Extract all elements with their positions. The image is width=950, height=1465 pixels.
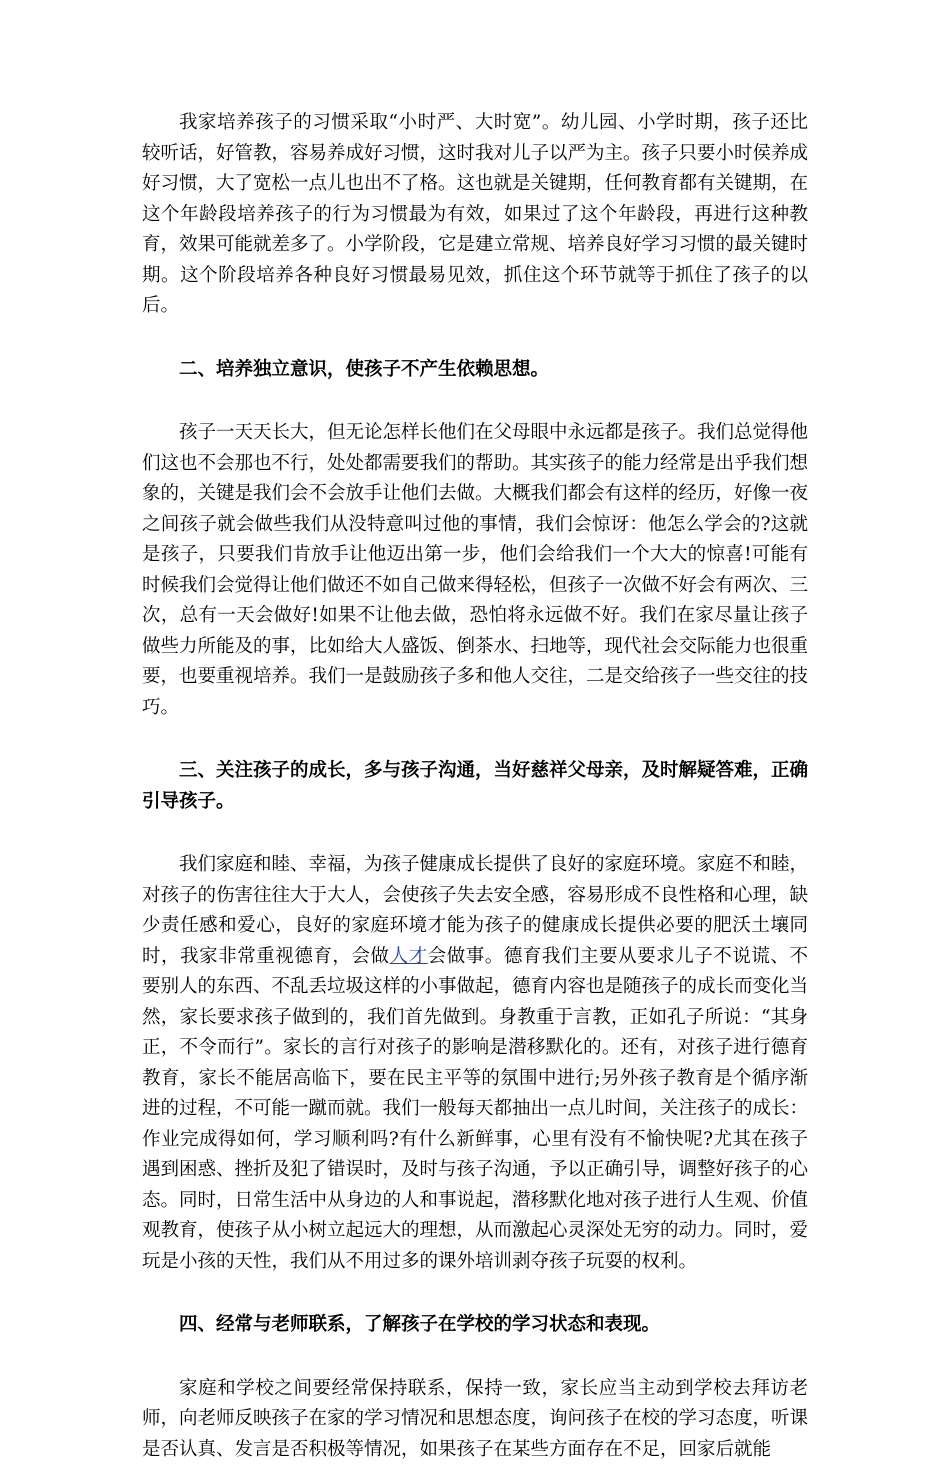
spacer	[142, 723, 808, 756]
spacer	[142, 1277, 808, 1310]
spacer	[142, 1341, 808, 1374]
paragraph-text-before-link: 我们家庭和睦、幸福，为孩子健康成长提供了良好的家庭环境。家庭不和睦，对孩子的伤害往往大于大人，会使孩子失去安全感，容易形成不良性格和心理，缺少责任感和爱心，良好的家庭环境才能为孩子的健康成长提供必要的肥沃土壤同时，我家非常重视德育，会做	[142, 854, 808, 967]
talent-link[interactable]: 人才	[390, 946, 428, 967]
section-heading-2: 二、培养独立意识，使孩子不产生依赖思想。	[142, 355, 808, 386]
section-heading-3: 三、关注孩子的成长，多与孩子沟通，当好慈祥父母亲，及时解疑答难，正确引导孩子。	[142, 756, 808, 817]
document-page	[142, 108, 808, 1465]
spacer	[142, 817, 808, 850]
spacer	[142, 385, 808, 418]
section-heading-4: 四、经常与老师联系，了解孩子在学校的学习状态和表现。	[142, 1310, 808, 1341]
paragraph-independence: 孩子一天天长大，但无论怎样长他们在父母眼中永远都是孩子。我们总觉得他们这也不会那也不行，处处都需要我们的帮助。其实孩子的能力经常是出乎我们想象的，关键是我们会不会放手让他们去做。大概我们都会有这样的经历，好像一夜之间孩子就会做些我们从没特意叫过他的事情，我们会惊讶：他怎么学会的?这就是孩子，只要我们肯放手让他迈出第一步，他们会给我们一个大大的惊喜!可能有时候我们会觉得让他们做还不如自己做来得轻松，但孩子一次做不好会有两次、三次，总有一天会做好!如果不让他去做，恐怕将永远做不好。我们在家尽量让孩子做些力所能及的事，比如给大人盛饭、倒茶水、扫地等，现代社会交际能力也很重要，也要重视培养。我们一是鼓励孩子多和他人交往，二是交给孩子一些交往的技巧。	[142, 418, 808, 723]
paragraph-text-after-link: 会做事。德育我们主要从要求儿子不说谎、不要别人的东西、不乱丢垃圾这样的小事做起，德育内容也是随孩子的成长而变化当然，家长要求孩子做到的，我们首先做到。身教重于言教，正如孔子所说：“其身正，不令而行”。家长的言行对孩子的影响是潜移默化的。还有，对孩子进行德育教育，家长不能居高临下，要在民主平等的氛围中进行;另外孩子教育是个循序渐进的过程，不可能一蹴而就。我们一般每天都抽出一点儿时间，关注孩子的成长：作业完成得如何，学习顺利吗?有什么新鲜事，心里有没有不愉快呢?尤其在孩子遇到困惑、挫折及犯了错误时，及时与孩子沟通，予以正确引导，调整好孩子的心态。同时，日常生活中从身边的人和事说起，潜移默化地对孩子进行人生观、价值观教育，使孩子从小树立起远大的理想，从而激起心灵深处无穷的动力。同时，爱玩是小孩的天性，我们从不用过多的课外培训剥夺孩子玩耍的权利。	[142, 946, 808, 1272]
spacer	[142, 322, 808, 355]
paragraph-teacher-contact: 家庭和学校之间要经常保持联系，保持一致，家长应当主动到学校去拜访老师，向老师反映孩子在家的学习情况和思想态度，询问孩子在校的学习态度，听课是否认真、发言是否积极等情况，如果孩子在某些方面存在不足，回家后就能	[142, 1374, 808, 1465]
paragraph-communication	[142, 850, 808, 1277]
paragraph-habits: 我家培养孩子的习惯采取“小时严、大时宽”。幼儿园、小学时期，孩子还比较听话，好管教，容易养成好习惯，这时我对儿子以严为主。孩子只要小时侯养成好习惯，大了宽松一点儿也出不了格。这也就是关键期，任何教育都有关键期，在这个年龄段培养孩子的行为习惯最为有效，如果过了这个年龄段，再进行这种教育，效果可能就差多了。小学阶段，它是建立常规、培养良好学习习惯的最关键时期。这个阶段培养各种良好习惯最易见效，抓住这个环节就等于抓住了孩子的以后。	[142, 108, 808, 322]
